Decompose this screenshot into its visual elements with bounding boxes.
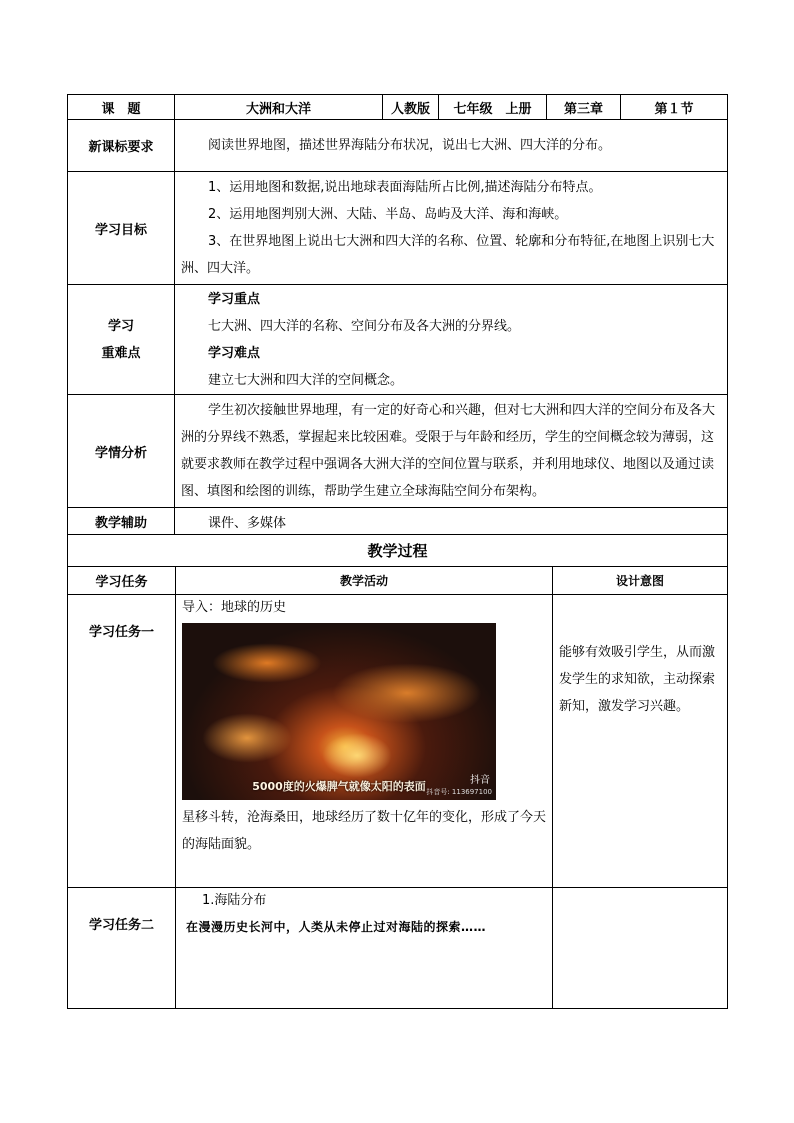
keypoints-label-line2: 重难点: [101, 345, 141, 361]
tiktok-logo-icon: 抖音: [470, 775, 490, 786]
objectives-list: [175, 172, 728, 285]
keypoints-row: [68, 285, 728, 395]
chapter: 第三章: [547, 95, 621, 120]
objectives-label: 学习目标: [68, 172, 175, 285]
keypoints-content: [175, 285, 728, 395]
aids-row: [68, 508, 728, 535]
lesson-table: [67, 94, 728, 567]
col-task-header: 学习任务: [68, 567, 176, 595]
lesson-title: 大洲和大洋: [175, 95, 383, 120]
task1-activity: [176, 595, 553, 888]
process-title: 教学过程: [68, 535, 728, 567]
focus-text: 七大洲、四大洋的名称、空间分布及各大洲的分界线。: [208, 318, 521, 334]
task2-intent: [553, 888, 728, 1009]
keypoints-label-line1: 学习: [107, 318, 134, 334]
lesson-plan: [67, 94, 727, 1009]
standards-text: 阅读世界地图，描述世界海陆分布状况，说出七大洲、四大洋的分布。: [175, 120, 728, 172]
standards-row: [68, 120, 728, 172]
analysis-row: [68, 395, 728, 508]
task1-intro: 导入：地球的历史: [182, 600, 287, 615]
objectives-row: [68, 172, 728, 285]
process-header-row: [68, 567, 728, 595]
lava-surface-image: [182, 623, 496, 800]
process-title-row: [68, 535, 728, 567]
section: 第１节: [621, 95, 728, 120]
task1-row: [68, 595, 728, 888]
task1-label: 学习任务一: [68, 595, 176, 888]
edition: 人教版: [383, 95, 439, 120]
topic-label: 课 题: [68, 95, 175, 120]
difficulty-text: 建立七大洲和四大洋的空间概念。: [208, 372, 404, 388]
task2-text: 在漫漫历史长河中，人类从未停止过对海陆的探索……: [186, 920, 487, 934]
objective-item: 3、在世界地图上说出七大洲和四大洋的名称、位置、轮廓和分布特征,在地图上识别七大洲、四大洋。: [181, 234, 715, 276]
task1-intent: 能够有效吸引学生，从而激发学生的求知欲，主动探索新知，激发学习兴趣。: [553, 595, 728, 888]
tiktok-account: 抖音号: 11369710​0: [426, 788, 492, 796]
objective-item: 2、运用地图判别大洲、大陆、半岛、岛屿及大洋、海和海峡。: [208, 207, 568, 222]
task2-label: 学习任务二: [68, 888, 176, 1009]
standards-label: 新课标要求: [68, 120, 175, 172]
analysis-text: 学生初次接触世界地理，有一定的好奇心和兴趣，但对七大洲和四大洋的空间分布及各大洲的分界线不熟悉，掌握起来比较困难。受限于与年龄和经历，学生的空间概念较为薄弱，这就要求教师在教学过程中强调各大洲大洋的空间位置与联系，并利用地球仪、地图以及通过读图、填图和绘图的训练，帮助学生建立全球海陆空间分布架构。: [175, 395, 728, 508]
analysis-label: 学情分析: [68, 395, 175, 508]
image-caption: 5000度的火爆脾气就像太阳的表面: [252, 780, 426, 793]
task1-text: 星移斗转，沧海桑田，地球经历了数十亿年的变化，形成了今天的海陆面貌。: [182, 810, 547, 852]
focus-title: 学习重点: [208, 291, 261, 307]
task2-activity: [176, 888, 553, 1009]
task2-heading: 1.海陆分布: [202, 893, 267, 908]
task2-row: [68, 888, 728, 1009]
grade: 七年级 上册: [439, 95, 547, 120]
col-intent-header: 设计意图: [553, 567, 728, 595]
difficulty-title: 学习难点: [208, 345, 261, 361]
process-table: [67, 566, 728, 1009]
aids-label: 教学辅助: [68, 508, 175, 535]
keypoints-label: [68, 285, 175, 395]
aids-text: 课件、多媒体: [175, 508, 728, 535]
header-row: [68, 95, 728, 120]
col-activity-header: 教学活动: [176, 567, 553, 595]
objective-item: 1、运用地图和数据,说出地球表面海陆所占比例,描述海陆分布特点。: [208, 180, 602, 195]
